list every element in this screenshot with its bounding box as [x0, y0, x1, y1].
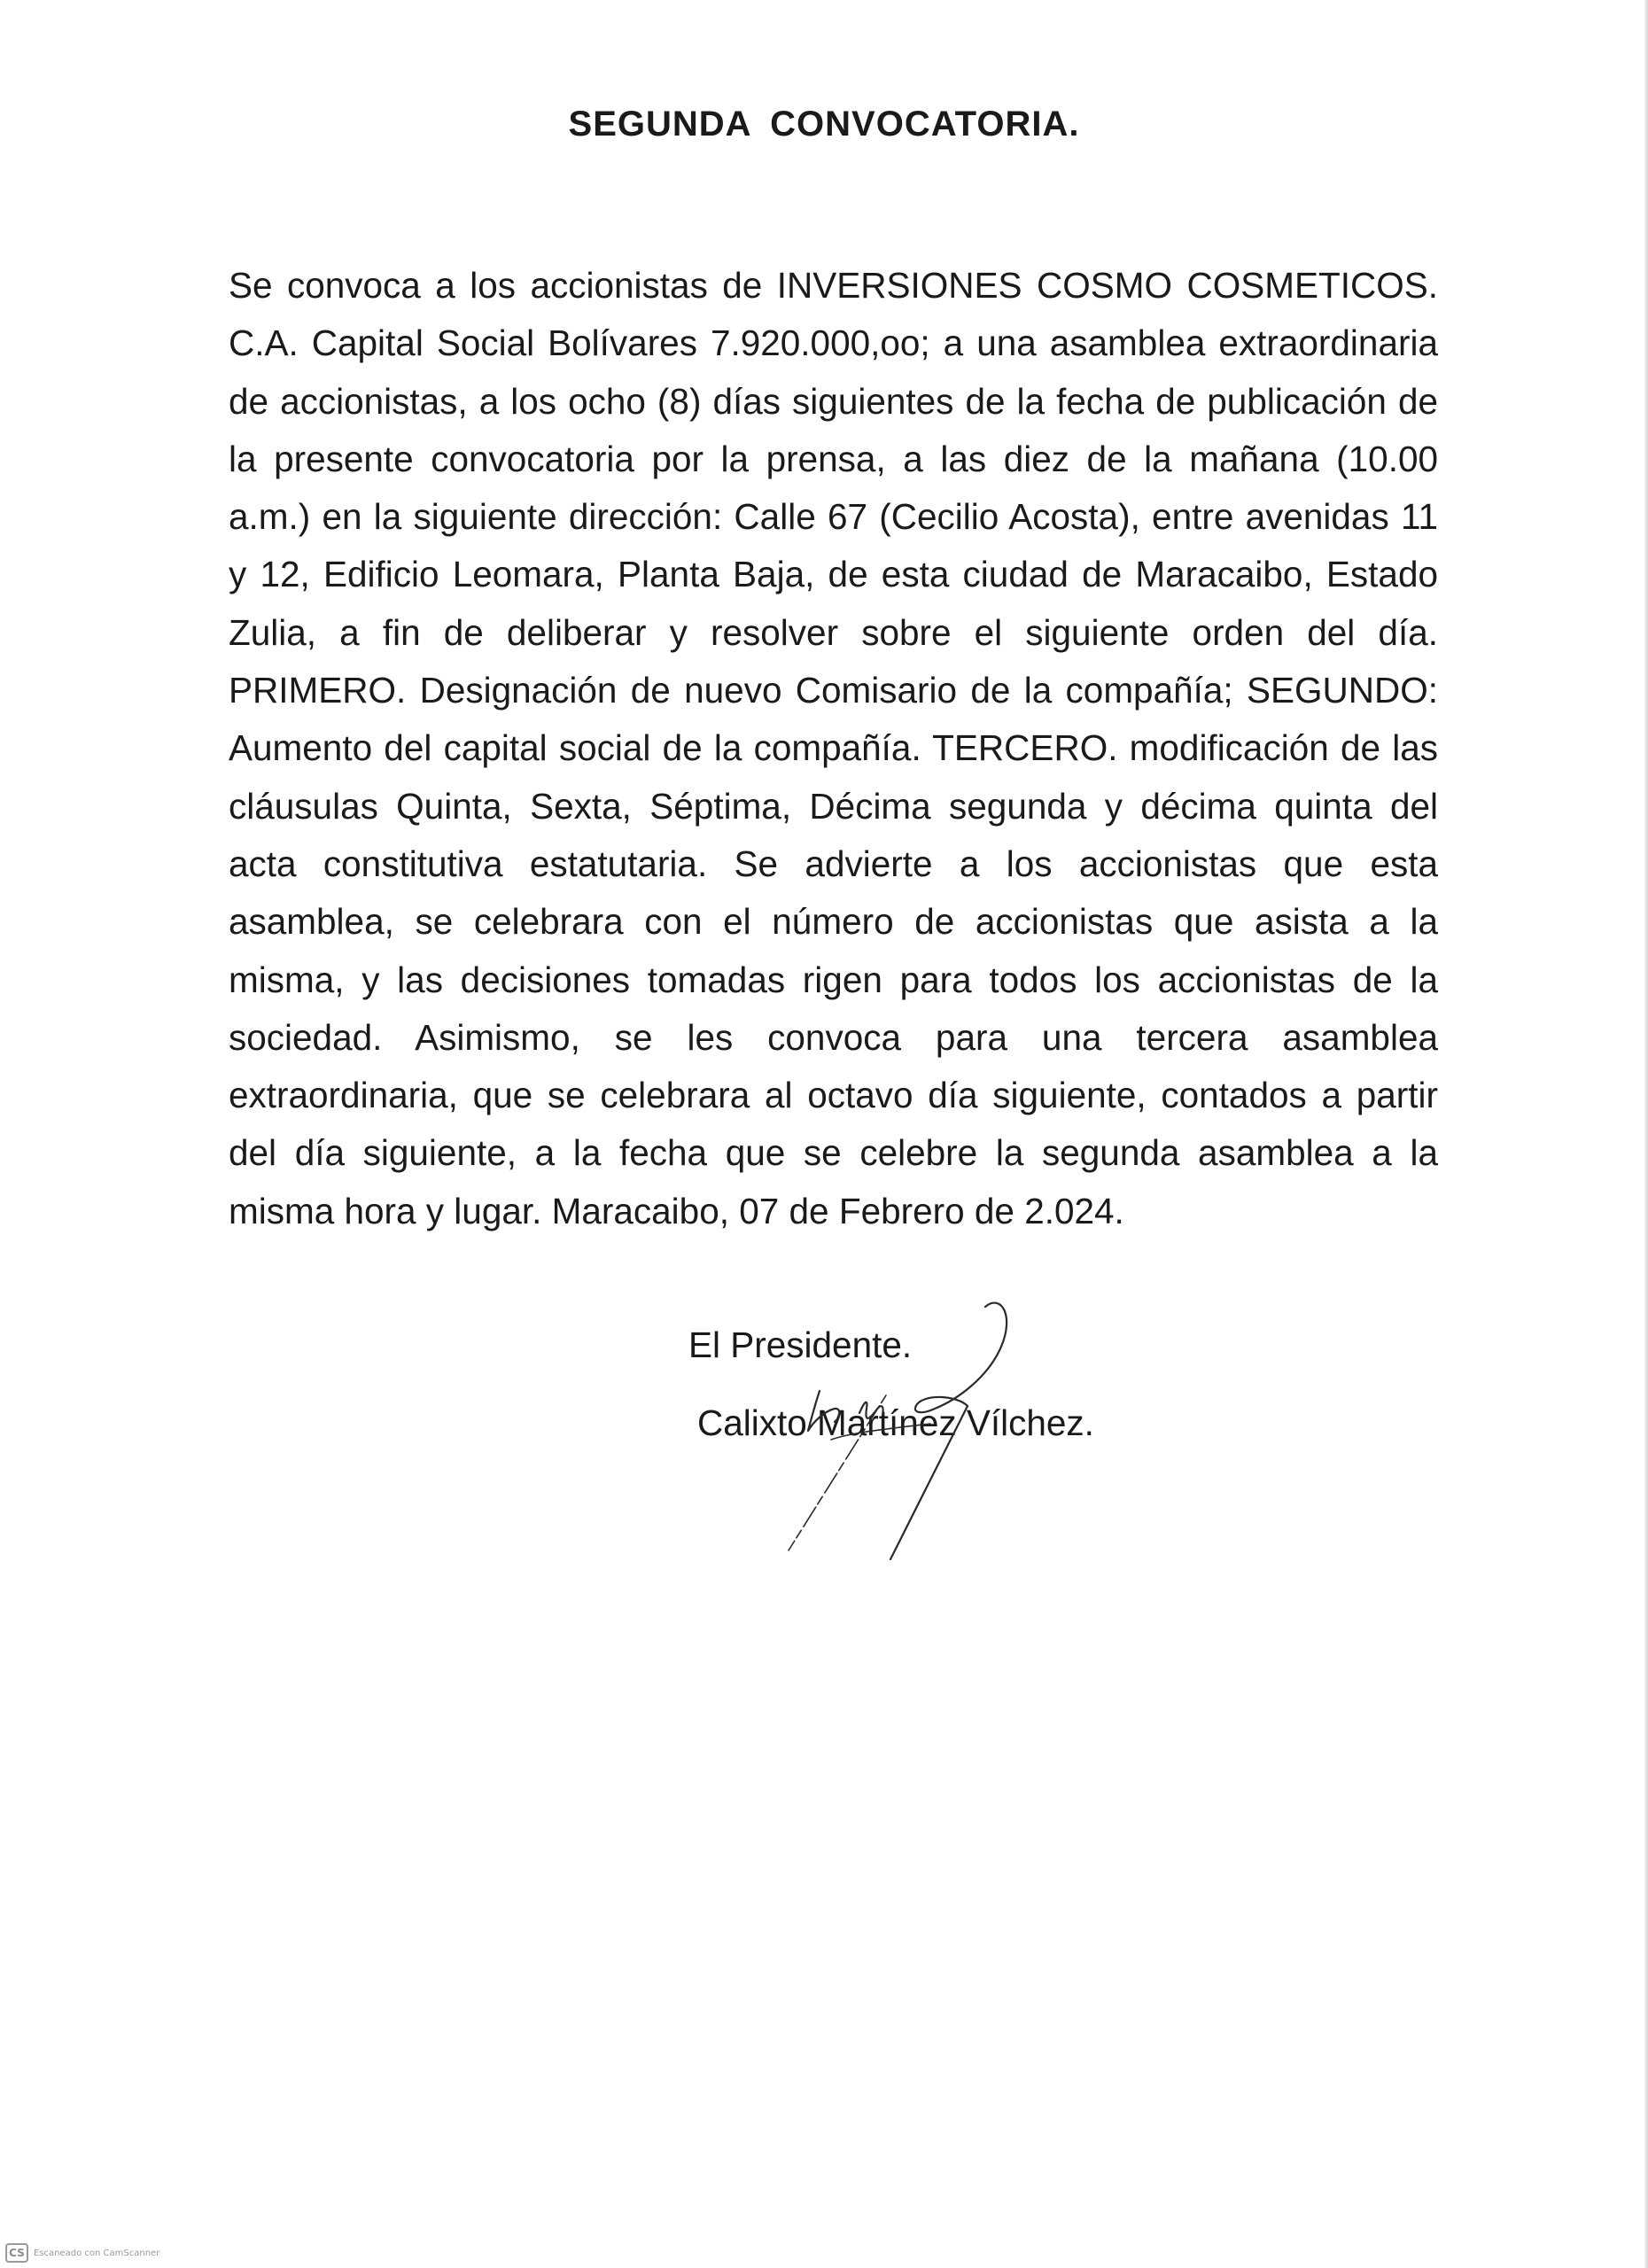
- camscanner-logo: CS: [5, 2243, 28, 2263]
- document-title: SEGUNDA CONVOCATORIA.: [568, 105, 1080, 144]
- signatory-role: El Presidente.: [688, 1324, 913, 1365]
- handwritten-signature: [735, 1298, 1090, 1564]
- camscanner-footer: [5, 2243, 159, 2263]
- signatory-name: Calixto Martínez Vílchez.: [697, 1402, 1094, 1443]
- scan-edge: [1644, 0, 1648, 2268]
- document-body: Se convoca a los accionistas de INVERSIONES COSMO COSMETICOS. C.A. Capital Social Bolívares 7.920.000,oo; a una asamblea extraordinaria de accionistas, a los ocho (8) días siguientes de la fecha de publicación de la presente convocatoria por la prensa, a las diez de la mañana (10.00 a.m.) en la siguiente dirección: Calle 67 (Cecilio Acosta), entre avenidas 11 y 12, Edificio Leomara, Planta Baja, de esta ciudad de Maracaibo, Estado Zulia, a fin de deliberar y resolver sobre el siguiente orden del día. PRIMERO. Designación de nuevo Comisario de la compañía; SEGUNDO: Aumento del capital social de la compañía. TERCERO. modificación de las cláusulas Quinta, Sexta, Séptima, Décima segunda y décima quinta del acta constitutiva estatutaria. Se advierte a los accionistas que esta asamblea, se celebrara con el número de accionistas que asista a la misma, y las decisiones tomadas rigen para todos los accionistas de la sociedad. Asimismo, se les convoca para una tercera asamblea extraordinaria, que se celebrara al octavo día siguiente, contados a partir del día siguiente, a la fecha que se celebre la segunda asamblea a la misma hora y lugar. Maracaibo, 07 de Febrero de 2.024.: [229, 265, 1438, 1231]
- camscanner-label: Escaneado con CamScanner: [34, 2248, 160, 2258]
